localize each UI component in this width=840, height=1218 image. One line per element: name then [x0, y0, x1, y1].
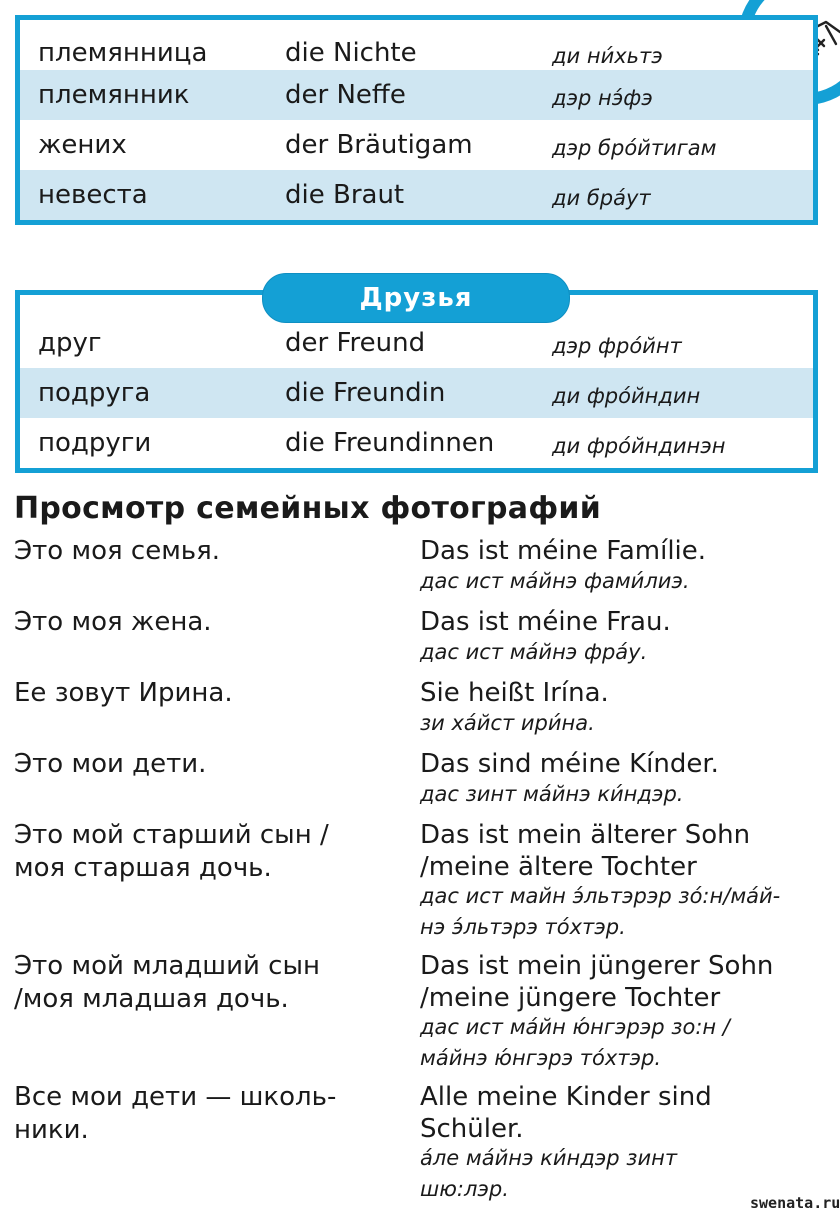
table-row	[20, 20, 813, 70]
russian-word: подруги	[38, 428, 152, 458]
table-row	[20, 368, 813, 418]
phrase-transcription: дас зинт ма́йнэ ки́ндэр.	[420, 782, 684, 806]
phrase-german: Sie heißt Irína.	[420, 678, 609, 708]
phrase-transcription: дас ист ма́йн ю́нгэрэр зо:н / ма́йнэ ю́нгэрэ то́хтэр.	[420, 1015, 730, 1070]
russian-word: жених	[38, 130, 127, 160]
table-row	[20, 170, 813, 220]
phrase-transcription: зи ха́йст ири́на.	[420, 711, 595, 735]
transcription: дэр фро́йнт	[552, 334, 682, 358]
german-word: der Bräutigam	[285, 130, 473, 160]
german-word: die Freundinnen	[285, 428, 495, 458]
russian-word: племянник	[38, 80, 190, 110]
watermark: swenata.ru	[750, 1194, 840, 1212]
friends-table-title: Друзья	[262, 273, 570, 323]
phrase-russian: Это мой младший сын /моя младшая дочь.	[14, 951, 320, 1014]
transcription: ди фро́йндин	[552, 384, 701, 408]
phrase-russian: Это моя жена.	[14, 607, 212, 637]
german-word: die Freundin	[285, 378, 446, 408]
german-word: der Neffe	[285, 80, 406, 110]
russian-word: подруга	[38, 378, 151, 408]
transcription: дэр нэ́фэ	[552, 86, 653, 110]
transcription: дэр бро́йтигам	[552, 136, 717, 160]
phrase-german: Das ist mein jüngerer Sohn /meine jüngere Tochter	[420, 951, 774, 1013]
phrase-german: Das ist mein älterer Sohn /meine ältere Tochter	[420, 820, 751, 882]
german-word: die Braut	[285, 180, 405, 210]
phrase-russian: Все мои дети — школь- ники.	[14, 1082, 337, 1145]
phrase-transcription: дас ист ма́йнэ фами́лиэ.	[420, 569, 690, 593]
phrase-russian: Это мой старший сын / моя старшая дочь.	[14, 820, 329, 883]
phrase-transcription: а́ле ма́йнэ ки́ндэр зинт шю:лэр.	[420, 1146, 678, 1201]
phrase-transcription: дас ист ма́йнэ фра́у.	[420, 640, 648, 664]
phrase-russian: Это моя семья.	[14, 536, 221, 566]
transcription: ди бра́ут	[552, 186, 651, 210]
german-word: der Freund	[285, 328, 426, 358]
section-title: Просмотр семейных фотографий	[14, 491, 602, 526]
table-row	[20, 418, 813, 468]
transcription: ди ни́хьтэ	[552, 44, 663, 68]
german-word: die Nichte	[285, 38, 417, 68]
table-row	[20, 318, 813, 368]
vocab-table-relatives	[15, 15, 818, 225]
phrase-german: Das ist méine Famílie.	[420, 536, 707, 566]
russian-word: племянница	[38, 38, 208, 68]
phrase-german: Das ist méine Frau.	[420, 607, 671, 637]
table-row	[20, 120, 813, 170]
phrase-transcription: дас ист майн э́льтэрэр зо́:н/ма́й- нэ э́льтэрэ то́хтэр.	[420, 884, 781, 939]
phrase-russian: Это мои дети.	[14, 749, 207, 779]
phrase-russian: Ее зовут Ирина.	[14, 678, 233, 708]
russian-word: невеста	[38, 180, 148, 210]
phrase-german: Das sind méine Kínder.	[420, 749, 719, 779]
transcription: ди фро́йндинэн	[552, 434, 726, 458]
phrase-german: Alle meine Kinder sind Schüler.	[420, 1082, 712, 1144]
table-row	[20, 70, 813, 120]
russian-word: друг	[38, 328, 102, 358]
